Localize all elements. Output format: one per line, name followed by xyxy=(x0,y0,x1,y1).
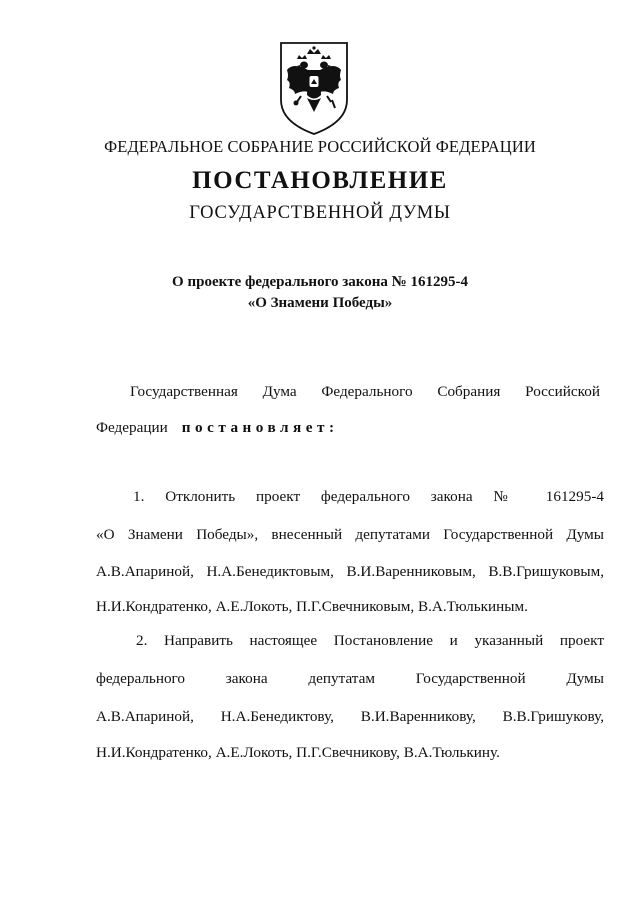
organization-title: ФЕДЕРАЛЬНОЕ СОБРАНИЕ РОССИЙСКОЙ ФЕДЕРАЦИИ xyxy=(104,137,536,156)
issuing-body: ГОСУДАРСТВЕННОЙ ДУМЫ xyxy=(189,203,451,223)
item-1-line-1: 1. Отклонить проект федерального закона № 161295-4 xyxy=(133,488,604,505)
item-1-line-4: Н.И.Кондратенко, А.Е.Локоть, П.Г.Свечниковым, В.А.Тюлькиным. xyxy=(96,598,528,615)
resolves-verb: постановляет: xyxy=(181,419,339,436)
item-1-line-3: А.В.Апариной, Н.А.Бенедиктовым, В.И.Варенниковым, В.В.Гришуковым, xyxy=(96,563,604,580)
item-2-line-2: федерального закона депутатам Государственной Думы xyxy=(96,670,604,687)
item-2-line-1: 2. Направить настоящее Постановление и указанный проект xyxy=(136,632,604,649)
item-1-line-2: «О Знамени Победы», внесенный депутатами Государственной Думы xyxy=(96,526,604,543)
subject-line-2: «О Знамени Победы» xyxy=(247,295,393,311)
item-2-line-4: Н.И.Кондратенко, А.Е.Локоть, П.Г.Свечникову, В.А.Тюлькину. xyxy=(96,744,500,761)
preamble-line-1: Государственная Дума Федерального Собрания Российской xyxy=(130,383,600,400)
preamble-federation-word: Федерации xyxy=(96,419,168,436)
item-2-line-3: А.В.Апариной, Н.А.Бенедиктову, В.И.Варенникову, В.В.Гришукову, xyxy=(96,708,604,725)
preamble-line-2 xyxy=(96,418,339,438)
document-type: ПОСТАНОВЛЕНИЕ xyxy=(192,167,448,194)
russian-coat-of-arms-icon xyxy=(277,40,351,136)
subject-line-1: О проекте федерального закона № 161295-4 xyxy=(172,274,468,290)
